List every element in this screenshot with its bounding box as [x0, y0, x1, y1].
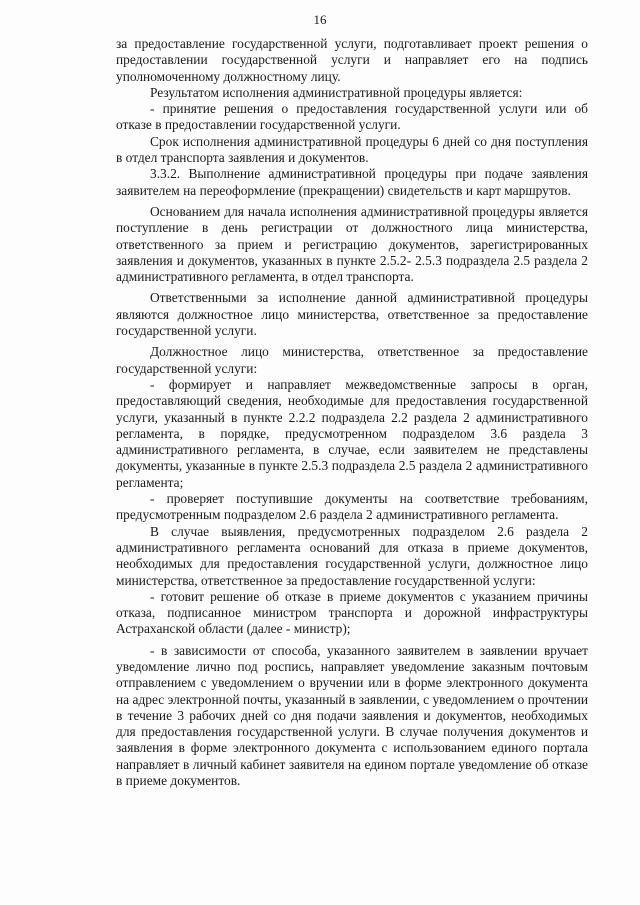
- paragraph: - готовит решение об отказе в приеме документов с указанием причины отказа, подписанное министром транспорта и дорожной инфраструктуры Астраханской области (далее - министр);: [116, 588, 588, 637]
- page-number: 16: [313, 12, 327, 27]
- document-body: [116, 36, 588, 789]
- paragraph: - формирует и направляет межведомственные запросы в орган, предоставляющий сведения, необходимые для предоставления государственной услуги, указанный в пункте 2.2.2 подраздела 2.2 раздела 2 административного регламента, в порядке, предусмотренном подразделом 3.6 раздела 3 административного регламента, в случае, если заявителем не представлены документы, указанные в пункте 2.5.3 подраздела 2.5 раздела 2 административного регламента;: [116, 376, 588, 490]
- paragraph: 3.3.2. Выполнение административной процедуры при подаче заявления заявителем на переоформление (прекращении) свидетельств и карт маршрутов.: [116, 166, 588, 198]
- paragraph: - проверяет поступившие документы на соответствие требованиям, предусмотренным подразделом 2.6 раздела 2 административного регламента.: [116, 491, 588, 523]
- paragraph: Ответственными за исполнение данной административной процедуры являются должностное лицо министерства, ответственное за предоставление государственной услуги.: [116, 290, 588, 339]
- paragraph: - в зависимости от способа, указанного заявителем в заявлении вручает уведомление лично под роспись, направляет уведомление заказным почтовым отправлением с уведомлением о вручении или в форме электронного документа на адрес электронной почты, указанный в заявлении, с уведомлением о прочтении в течение 3 рабочих дней со дня подачи заявления и документов, необходимых для предоставления государственной услуги. В случае получения документов и заявления в форме электронного документа с использованием единого портала направляет в личный кабинет заявителя на едином портале уведомление об отказе в приеме документов.: [116, 642, 588, 789]
- paragraph: - принятие решения о предоставления государственной услуги или об отказе в предоставлении государственной услуги.: [116, 101, 588, 133]
- paragraph: Результатом исполнения административной процедуры является:: [150, 84, 523, 100]
- paragraph: Должностное лицо министерства, ответственное за предоставление государственной услуги:: [116, 344, 588, 376]
- paragraph: Срок исполнения административной процедуры 6 дней со дня поступления в отдел транспорта заявления и документов.: [116, 133, 588, 166]
- paragraph: за предоставление государственной услуги, подготавливает проект решения о предоставлении государственной услуги и направляет его на подпись уполномоченному должностному лицу.: [116, 36, 588, 84]
- paragraph: В случае выявления, предусмотренных подразделом 2.6 раздела 2 административного регламента оснований для отказа в приеме документов, необходимых для предоставления государственной услуги, должностное лицо министерства, ответственное за предоставление государственной услуги:: [116, 523, 588, 588]
- paragraph: Основанием для начала исполнения административной процедуры является поступление в день регистрации от должностного лица министерства, ответственного за прием и регистрацию документов, зарегистрированных заявления и документов, указанных в пункте 2.5.2- 2.5.3 подраздела 2.5 раздела 2 административного регламента, в отдел транспорта.: [116, 203, 588, 285]
